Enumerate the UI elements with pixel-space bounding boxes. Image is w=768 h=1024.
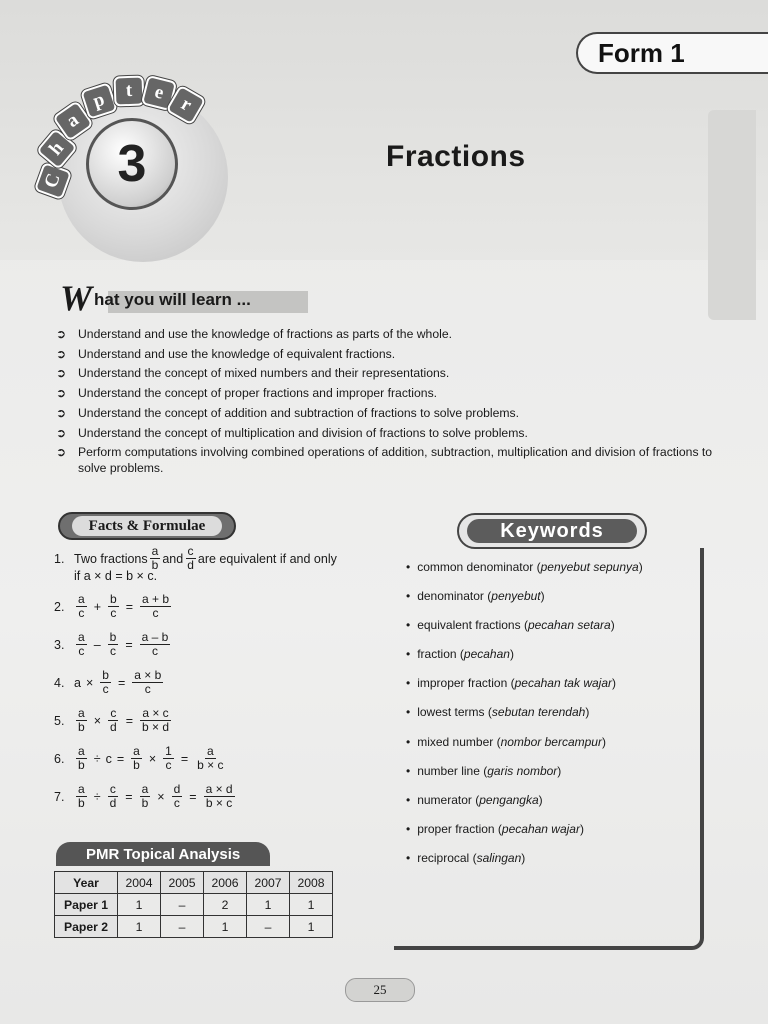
formula-5: 5. $\frac{a}{b}$ × $\frac{c}{d}$ = $\frac{a \times c}{b \times d}$ — [54, 706, 170, 734]
formula-text: and — [162, 551, 184, 566]
keywords-heading-pill — [457, 513, 647, 549]
table-header: Year — [55, 872, 118, 894]
keyword-translation: pengangka — [479, 792, 539, 807]
chapter-letter: t — [113, 75, 144, 106]
arrow-bullet-icon: ➲ — [56, 445, 67, 460]
formula-2: 2. $\frac{a}{c}$ + $\frac{b}{c}$ = $\frac{a + b}{c}$ — [54, 592, 170, 620]
bullet-icon: • — [406, 589, 411, 604]
table-cell: 1 — [118, 894, 161, 916]
table-header: 2005 — [161, 872, 204, 894]
list-item: • improper fraction (pecahan tak wajar) — [406, 676, 616, 691]
list-item — [56, 444, 716, 476]
table-cell: Paper 2 — [55, 916, 118, 938]
keywords-list — [406, 560, 643, 880]
table-cell: 1 — [204, 916, 247, 938]
chapter-letter: a — [52, 100, 94, 142]
chapter-letter: e — [141, 75, 177, 111]
formula-4: 4. a × $\frac{b}{c}$ = $\frac{a \times b}{c}$ — [54, 668, 162, 696]
list-item — [56, 425, 716, 441]
keyword-translation: nombor bercampur — [500, 734, 602, 749]
facts-heading-pill — [58, 512, 236, 540]
chapter-number: 3 — [86, 118, 178, 210]
table-row — [55, 872, 333, 894]
learning-objectives — [56, 326, 716, 480]
keyword-translation: garis nombor — [487, 763, 558, 778]
formula-7: 7. $\frac{a}{b}$ ÷ $\frac{c}{d}$ = $\frac{a}{b}$ × $\frac{d}{c}$ = $\frac{a \times d}{b \times c}$ — [54, 782, 233, 810]
list-item: • denominator (penyebut) — [406, 589, 545, 604]
keyword-term: denominator — [417, 589, 484, 604]
formula-text: Two fractions — [74, 551, 148, 566]
arrow-bullet-icon: ➲ — [56, 405, 67, 420]
learn-heading — [60, 278, 307, 318]
keyword-term: lowest terms — [417, 705, 485, 720]
bullet-icon: • — [406, 560, 411, 574]
keyword-translation: pecahan — [463, 647, 510, 662]
keyword-translation: pecahan tak wajar — [514, 676, 612, 691]
list-item: • reciprocal (salingan) — [406, 850, 526, 865]
formula-1 — [54, 545, 337, 572]
table-header: 2006 — [204, 872, 247, 894]
list-item: • fraction (pecahan) — [406, 647, 514, 662]
bullet-icon: • — [406, 734, 411, 749]
keyword-translation: pecahan setara — [527, 618, 611, 633]
pmr-heading: PMR Topical Analysis — [56, 842, 270, 866]
keyword-translation: penyebut — [491, 589, 541, 604]
objective-text: Understand the concept of mixed numbers and their representations. — [78, 366, 450, 381]
keyword-term: number line — [417, 763, 480, 778]
arrow-bullet-icon: ➲ — [56, 366, 67, 381]
chapter-letter: C — [34, 162, 72, 200]
formula-3: 3. $\frac{a}{c}$ – $\frac{b}{c}$ = $\frac{a - b}{c}$ — [54, 630, 169, 658]
list-item: • proper fraction (pecahan wajar) — [406, 821, 584, 836]
page-edge-tab — [708, 110, 756, 320]
list-item — [56, 346, 716, 362]
bullet-icon: • — [406, 705, 411, 720]
chapter-letter: p — [80, 82, 118, 120]
chapter-title: Fractions — [386, 140, 526, 173]
formula-6: 6. $\frac{a}{b}$ ÷ c = $\frac{a}{b}$ × $\frac{1}{c}$ = $\frac{a}{b \times c}$ — [54, 744, 224, 772]
fraction: $\frac{c}{d}$ — [187, 544, 194, 572]
table-cell: – — [161, 916, 204, 938]
formula-number: 1. — [54, 551, 65, 566]
keyword-term: numerator — [417, 792, 472, 807]
objective-text: Perform computations involving combined operations of addition, subtraction, multiplication and division of fractions to solve problems. — [78, 445, 713, 476]
learn-heading-initial: W — [60, 278, 93, 318]
arrow-bullet-icon: ➲ — [56, 425, 67, 440]
facts-heading: Facts & Formulae — [72, 516, 222, 536]
keyword-translation: salingan — [476, 850, 522, 865]
bullet-icon: • — [406, 618, 411, 633]
arrow-bullet-icon: ➲ — [56, 327, 67, 341]
list-item — [56, 385, 716, 401]
keyword-term: mixed number — [417, 734, 494, 749]
table-cell: Paper 1 — [55, 894, 118, 916]
objective-text: Understand and use the knowledge of equivalent fractions. — [78, 346, 396, 361]
keyword-term: proper fraction — [417, 821, 495, 836]
chapter-letter: h — [36, 128, 78, 170]
list-item: • number line (garis nombor) — [406, 763, 562, 778]
bullet-icon: • — [406, 647, 411, 662]
table-cell: – — [161, 894, 204, 916]
table-cell: 1 — [290, 894, 333, 916]
keyword-translation: penyebut sepunya — [540, 560, 639, 574]
formula-1-line2: if a × d = b × c. — [74, 569, 158, 583]
table-cell: 1 — [247, 894, 290, 916]
table-cell: – — [247, 916, 290, 938]
arrow-bullet-icon: ➲ — [56, 346, 67, 361]
table-cell: 2 — [204, 894, 247, 916]
objective-text: Understand the concept of multiplication and division of fractions to solve problems. — [78, 425, 528, 440]
table-row — [55, 916, 333, 938]
objective-text: Understand and use the knowledge of fractions as parts of the whole. — [78, 327, 452, 341]
bullet-icon: • — [406, 676, 411, 691]
table-header: 2008 — [290, 872, 333, 894]
keyword-term: equivalent fractions — [417, 618, 521, 633]
learn-heading-text: hat you will learn ... — [94, 290, 251, 309]
objective-text: Understand the concept of addition and subtraction of fractions to solve problems. — [78, 405, 520, 420]
bullet-icon: • — [406, 792, 411, 807]
list-item — [56, 326, 716, 342]
keywords-heading: Keywords — [467, 519, 637, 543]
chapter-letter: r — [166, 85, 207, 126]
arrow-bullet-icon: ➲ — [56, 386, 67, 401]
keyword-translation: sebutan terendah — [491, 705, 586, 720]
list-item: • numerator (pengangka) — [406, 792, 543, 807]
table-cell: 1 — [118, 916, 161, 938]
pmr-table — [54, 871, 333, 938]
table-header: 2007 — [247, 872, 290, 894]
form-label: Form 1 — [576, 32, 768, 74]
table-header: 2004 — [118, 872, 161, 894]
keyword-term: fraction — [417, 647, 457, 662]
keyword-term: common denominator — [417, 560, 534, 574]
list-item: • lowest terms (sebutan terendah) — [406, 705, 590, 720]
list-item: • mixed number (nombor bercampur) — [406, 734, 606, 749]
table-row — [55, 894, 333, 916]
chapter-badge — [30, 62, 230, 262]
list-item — [56, 405, 716, 421]
bullet-icon: • — [406, 850, 411, 865]
list-item: • equivalent fractions (pecahan setara) — [406, 618, 615, 633]
page-number: 25 — [345, 978, 415, 1002]
list-item — [56, 365, 716, 381]
keyword-translation: pecahan wajar — [501, 821, 580, 836]
bullet-icon: • — [406, 763, 411, 778]
bullet-icon: • — [406, 821, 411, 836]
keyword-term: reciprocal — [417, 850, 470, 865]
objective-text: Understand the concept of proper fractions and improper fractions. — [78, 386, 438, 401]
table-cell: 1 — [290, 916, 333, 938]
fraction: $\frac{a}{b}$ — [151, 544, 159, 572]
keyword-term: improper fraction — [417, 676, 508, 691]
formula-text: are equivalent if and only — [197, 551, 337, 566]
list-item: • common denominator (penyebut sepunya) — [406, 560, 643, 574]
